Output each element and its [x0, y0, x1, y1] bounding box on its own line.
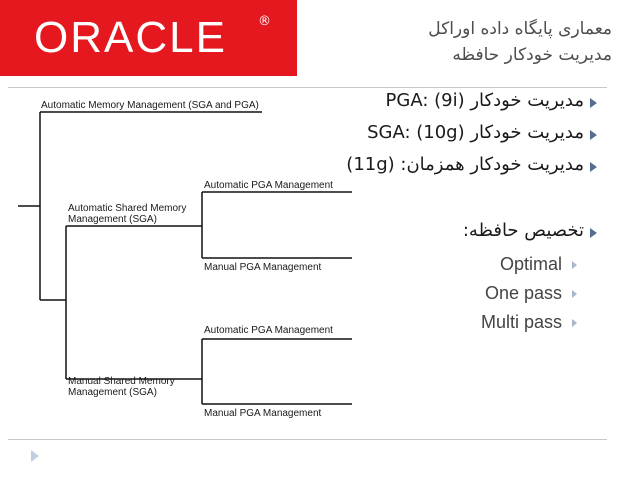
title-line-2: مدیریت خودکار حافظه: [452, 45, 612, 65]
bullet-arrow-icon: [590, 98, 597, 108]
sub-bullet-arrow-icon: [572, 290, 577, 298]
bottom-divider: [8, 439, 607, 440]
next-slide-arrow-icon[interactable]: [31, 450, 39, 462]
registered-mark: ®: [258, 14, 271, 29]
oracle-logo: [0, 0, 297, 76]
title-line-1: معماری پایگاه داده اوراکل: [428, 19, 612, 39]
shared-auto-label-1: Automatic Shared Memory: [68, 203, 187, 214]
top-divider: [8, 87, 607, 88]
shared-manual-label-2: Management (SGA): [68, 387, 157, 398]
sub-bullet-item: Multi pass: [480, 312, 562, 332]
sub-bullet-arrow-icon: [572, 261, 577, 269]
slide-title: [312, 16, 612, 68]
memory-tree-diagram: [0, 94, 352, 429]
bullet-item: مدیریت خودکار SGA: (10g): [367, 122, 584, 143]
pga-manual-label-1: Manual PGA Management: [204, 262, 322, 273]
pga-manual-label-2: Manual PGA Management: [204, 408, 322, 419]
sub-bullet-item: One pass: [484, 283, 562, 303]
shared-manual-label-1: Manual Shared Memory: [68, 376, 175, 387]
bullet-arrow-icon: [590, 162, 597, 172]
sub-bullet-item: Optimal: [499, 254, 562, 274]
bullet-item: مدیریت خودکار PGA: (9i): [385, 90, 584, 111]
root-label: Automatic Memory Management (SGA and PGA): [41, 100, 259, 111]
shared-auto-label-2: Management (SGA): [68, 214, 157, 225]
bullet-item: مدیریت خودکار همزمان: (11g): [346, 154, 584, 175]
bullet-arrow-icon: [590, 130, 597, 140]
pga-auto-label-2: Automatic PGA Management: [204, 325, 333, 336]
bullet-arrow-icon: [590, 228, 597, 238]
sub-bullet-arrow-icon: [572, 319, 577, 327]
pga-auto-label-1: Automatic PGA Management: [204, 180, 333, 191]
logo-text: ORACLE: [34, 13, 227, 62]
bullet-item: تخصیص حافظه:: [462, 220, 584, 241]
